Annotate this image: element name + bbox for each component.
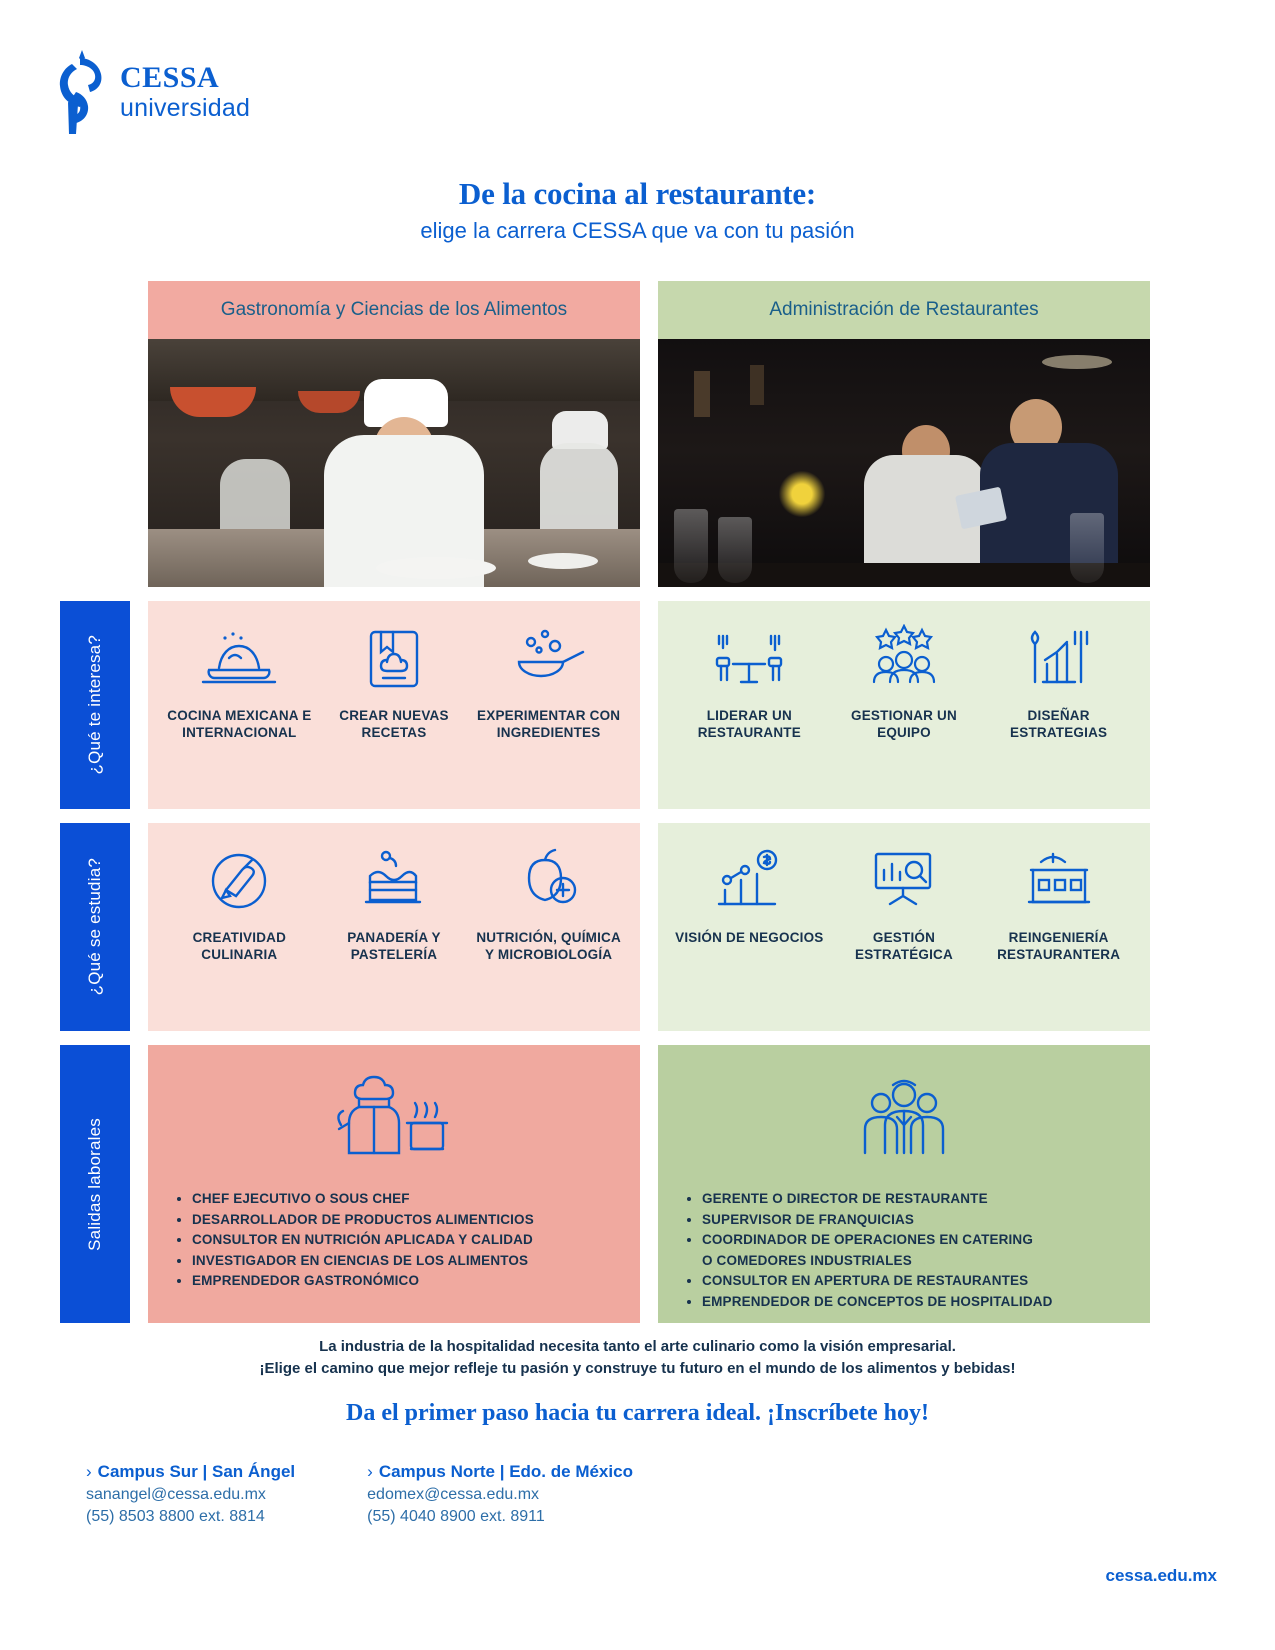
list-item: • EMPRENDEDOR DE CONCEPTOS DE HOSPITALIDAD [702, 1292, 1136, 1313]
feature-caption: NUTRICIÓN, QUÍMICA Y MICROBIOLOGÍA [476, 930, 621, 963]
feature-restaurant-table [674, 623, 824, 742]
feature-caption: GESTIÓN ESTRATÉGICA [855, 930, 953, 963]
feature-caption: REINGENIERÍA RESTAURANTERA [997, 930, 1121, 963]
list-item: • INVESTIGADOR EN CIENCIAS DE LOS ALIMENTOS [192, 1251, 626, 1272]
website-link[interactable]: cessa.edu.mx [1105, 1566, 1217, 1585]
row-jobs-administracion [658, 1045, 1150, 1323]
apple-health-icon [474, 845, 624, 917]
restaurant-building-icon [984, 845, 1134, 917]
brand-subname: universidad [120, 94, 251, 122]
feature-business-growth [674, 845, 824, 946]
campus-title-text: Campus Norte | Edo. de México [378, 1462, 633, 1481]
feature-frying-pan [474, 623, 624, 742]
campus-contacts [86, 1462, 633, 1526]
list-item: • EMPRENDEDOR GASTRONÓMICO [192, 1271, 626, 1292]
frying-pan-icon [474, 623, 624, 695]
list-item: • CONSULTOR EN NUTRICIÓN APLICADA Y CALIDAD [192, 1230, 626, 1251]
list-item: • DESARROLLADOR DE PRODUCTOS ALIMENTICIOS [192, 1210, 626, 1231]
jobs-list-administracion [702, 1189, 1136, 1312]
recipe-book-icon [319, 623, 469, 695]
cta-text: Da el primer paso hacia tu carrera ideal. ¡Inscríbete hoy! [345, 1399, 930, 1426]
feature-cake [319, 845, 469, 964]
brand-name: CESSA [120, 61, 220, 94]
page-title: De la cocina al restaurante: [458, 176, 817, 211]
row-label-study [60, 823, 130, 1031]
feature-caption: CREAR NUEVAS RECETAS [339, 708, 449, 741]
campus-phone[interactable]: (55) 4040 8900 ext. 8911 [367, 1508, 545, 1525]
campus-title-text: Campus Sur | San Ángel [97, 1462, 296, 1481]
row-label-text: ¿Qué se estudia? [85, 858, 104, 996]
page-subtitle: elige la carrera CESSA que va con tu pasión [420, 218, 855, 243]
chevron-right-icon: › [86, 1462, 92, 1481]
feature-caption: COCINA MEXICANA E INTERNACIONAL [167, 708, 312, 741]
feature-caption: VISIÓN DE NEGOCIOS [675, 930, 824, 945]
row-label-text: Salidas laborales [85, 1117, 104, 1251]
column-header-label: Gastronomía y Ciencias de los Alimentos [220, 299, 568, 320]
staff-team-icon [672, 1067, 1136, 1171]
column-header-administracion [658, 281, 1150, 339]
closing-line-2: ¡Elige el camino que mejor refleje tu pasión y construye tu futuro en el mundo de los alimentos y bebidas! [259, 1359, 1016, 1377]
cessa-bird-logo-icon [52, 48, 110, 136]
list-item-continuation: O COMEDORES INDUSTRIALES [702, 1252, 912, 1268]
feature-caption: LIDERAR UN RESTAURANTE [697, 708, 801, 741]
list-item: • COORDINADOR DE OPERACIONES EN CATERING [702, 1230, 1136, 1251]
chef-plating-dish-photo [148, 339, 640, 587]
team-stars-icon [829, 623, 979, 695]
campus-email[interactable]: edomex@cessa.edu.mx [367, 1486, 540, 1503]
feature-team-stars [829, 623, 979, 742]
list-item: • CHEF EJECUTIVO O SOUS CHEF [192, 1189, 626, 1210]
cake-icon [319, 845, 469, 917]
feature-caption: EXPERIMENTAR CON INGREDIENTES [477, 708, 621, 741]
row-interest [60, 601, 1212, 809]
chef-cooking-icon [162, 1067, 626, 1171]
row-jobs-gastronomia [148, 1045, 640, 1323]
campus-email[interactable]: sanangel@cessa.edu.mx [86, 1486, 266, 1503]
campus-norte [367, 1462, 633, 1526]
feature-presentation-analysis [829, 845, 979, 964]
list-item: • CONSULTOR EN APERTURA DE RESTAURANTES [702, 1271, 1136, 1292]
campus-sur [86, 1462, 295, 1526]
feature-apple-health [474, 845, 624, 964]
campus-title [86, 1462, 295, 1482]
jobs-list-gastronomia [192, 1189, 626, 1292]
column-headers [148, 281, 1212, 339]
culinary-creativity-icon [164, 845, 314, 917]
feature-caption: CREATIVIDAD CULINARIA [192, 930, 287, 963]
row-study-gastronomia [148, 823, 640, 1031]
chevron-right-icon: › [367, 1462, 373, 1481]
feature-culinary-creativity [164, 845, 314, 964]
closing-block [0, 1336, 1275, 1427]
closing-line-1: La industria de la hospitalidad necesita tanto el arte culinario como la visión empresarial. [319, 1338, 956, 1355]
plated-dish-icon [164, 623, 314, 695]
row-interest-gastronomia [148, 601, 640, 809]
brand-logo[interactable] [52, 48, 250, 136]
list-item: • GERENTE O DIRECTOR DE RESTAURANTE [702, 1189, 1136, 1210]
row-interest-administracion [658, 601, 1150, 809]
campus-phone[interactable]: (55) 8503 8800 ext. 8814 [86, 1508, 265, 1525]
column-header-label: Administración de Restaurantes [769, 299, 1039, 320]
business-growth-icon [674, 845, 824, 917]
feature-caption: GESTIONAR UN EQUIPO [851, 708, 957, 741]
feature-caption: DISEÑAR ESTRATEGIAS [1010, 708, 1108, 741]
row-label-interest [60, 601, 130, 809]
row-label-text: ¿Qué te interesa? [85, 635, 104, 775]
column-header-gastronomia [148, 281, 640, 339]
strategy-chart-icon [984, 623, 1134, 695]
presentation-analysis-icon [829, 845, 979, 917]
restaurant-managers-photo [658, 339, 1150, 587]
list-item: • SUPERVISOR DE FRANQUICIAS [702, 1210, 1136, 1231]
row-study-administracion [658, 823, 1150, 1031]
feature-plated-dish [164, 623, 314, 742]
row-jobs [60, 1045, 1212, 1323]
comparison-grid [60, 281, 1212, 1323]
feature-recipe-book [319, 623, 469, 742]
column-photos [148, 339, 1212, 587]
row-label-jobs [60, 1045, 130, 1323]
feature-caption: PANADERÍA Y PASTELERÍA [347, 930, 441, 963]
campus-title [367, 1462, 633, 1482]
header [0, 176, 1275, 244]
feature-restaurant-building [984, 845, 1134, 964]
restaurant-table-icon [674, 623, 824, 695]
row-study [60, 823, 1212, 1031]
feature-strategy-chart [984, 623, 1134, 742]
